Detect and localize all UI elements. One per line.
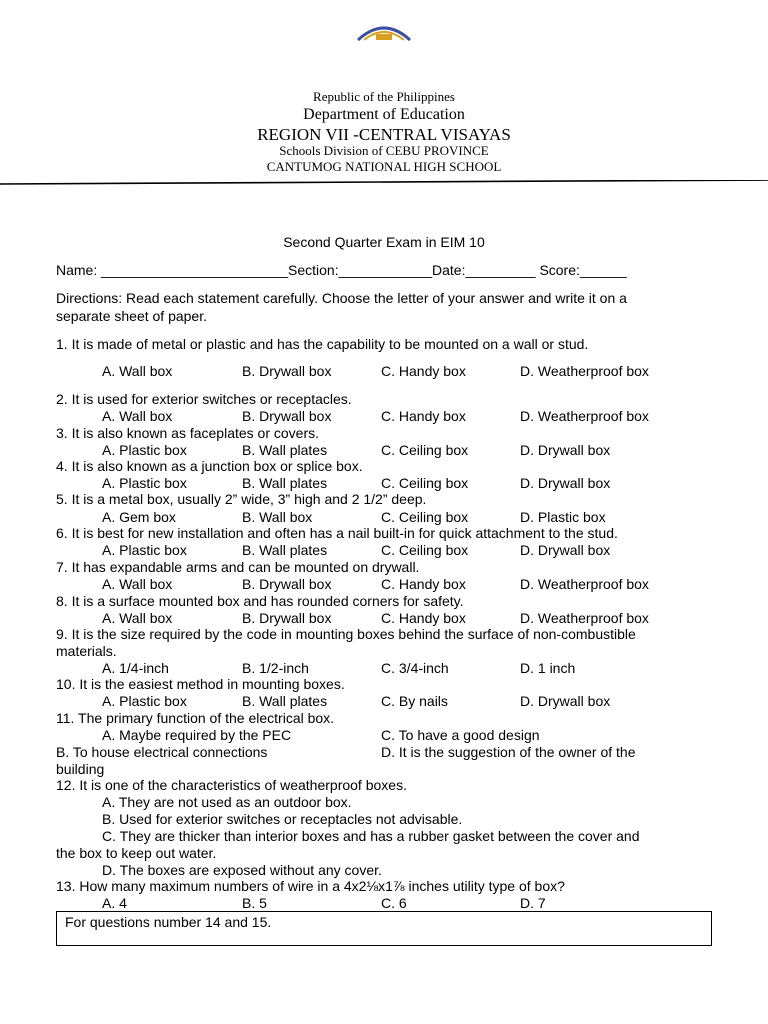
question-3: 3. It is also known as faceplates or covers. <box>56 425 320 441</box>
name-line: Name: ________________________Section:____________Date:_________ Score:______ <box>56 262 627 278</box>
division-label: Schools Division of CEBU PROVINCE <box>279 143 489 158</box>
q13-option-b: B. 5 <box>242 895 267 911</box>
q12-option-c-continued: the box to keep out water. <box>56 845 217 861</box>
q4-option-c: C. Ceiling box <box>381 475 469 491</box>
question-10: 10. It is the easiest method in mounting boxes. <box>56 676 345 692</box>
q8-option-d: D. Weatherproof box <box>520 610 649 626</box>
q2-option-b: B. Drywall box <box>242 408 332 424</box>
q8-option-c: C. Handy box <box>381 610 466 626</box>
q10-option-d: D. Drywall box <box>520 693 611 709</box>
exam-title: Second Quarter Exam in EIM 10 <box>283 234 485 250</box>
q11-option-a: A. Maybe required by the PEC <box>102 727 292 743</box>
q1-option-c: C. Handy box <box>381 363 466 379</box>
q12-option-a: A. They are not used as an outdoor box. <box>102 794 352 810</box>
question-5: 5. It is a metal box, usually 2” wide, 3” high and 2 1/2” deep. <box>56 491 427 507</box>
question-2: 2. It is used for exterior switches or receptacles. <box>56 391 352 407</box>
q12-option-d: D. The boxes are exposed without any cover. <box>102 862 382 878</box>
q11-option-d-continued: building <box>56 761 105 777</box>
q4-option-a: A. Plastic box <box>102 475 187 491</box>
q5-option-c: C. Ceiling box <box>381 509 469 525</box>
directions-line-1: Directions: Read each statement carefully. Choose the letter of your answer and write it on a <box>56 290 627 306</box>
school-label: CANTUMOG NATIONAL HIGH SCHOOL <box>266 159 502 174</box>
q9-option-b: B. 1/2-inch <box>242 660 309 676</box>
q7-option-a: A. Wall box <box>102 576 173 592</box>
q8-option-b: B. Drywall box <box>242 610 332 626</box>
q6-option-a: A. Plastic box <box>102 542 187 558</box>
q5-option-a: A. Gem box <box>102 509 176 525</box>
q9-option-a: A. 1/4-inch <box>102 660 169 676</box>
q7-option-b: B. Drywall box <box>242 576 332 592</box>
q2-option-a: A. Wall box <box>102 408 173 424</box>
question-13: 13. How many maximum numbers of wire in a 4x2⅛x1⅞ inches utility type of box? <box>56 878 565 894</box>
q10-option-b: B. Wall plates <box>242 693 328 709</box>
republic-label: Republic of the Philippines <box>313 89 455 104</box>
q12-option-b: B. Used for exterior switches or receptacles not advisable. <box>102 811 463 827</box>
q8-option-a: A. Wall box <box>102 610 173 626</box>
q3-option-c: C. Ceiling box <box>381 442 469 458</box>
q11-option-b: B. To house electrical connections <box>56 744 268 760</box>
q10-option-a: A. Plastic box <box>102 693 187 709</box>
region-label: REGION VII -CENTRAL VISAYAS <box>257 125 511 144</box>
q4-option-d: D. Drywall box <box>520 475 611 491</box>
question-11: 11. The primary function of the electrical box. <box>56 710 335 726</box>
directions-line-2: separate sheet of paper. <box>56 308 207 324</box>
q6-option-b: B. Wall plates <box>242 542 328 558</box>
question-12: 12. It is one of the characteristics of weatherproof boxes. <box>56 777 407 793</box>
department-label: Department of Education <box>303 106 465 123</box>
box-note: For questions number 14 and 15. <box>65 914 272 930</box>
question-4: 4. It is also known as a junction box or splice box. <box>56 458 363 474</box>
q5-option-d: D. Plastic box <box>520 509 606 525</box>
q11-option-c: C. To have a good design <box>381 727 540 743</box>
question-6: 6. It is best for new installation and often has a nail built-in for quick attachment to the stud. <box>56 525 618 541</box>
q4-option-b: B. Wall plates <box>242 475 328 491</box>
q2-option-d: D. Weatherproof box <box>520 408 649 424</box>
q2-option-c: C. Handy box <box>381 408 466 424</box>
q9-option-d: D. 1 inch <box>520 660 576 676</box>
q6-option-c: C. Ceiling box <box>381 542 469 558</box>
q1-option-d: D. Weatherproof box <box>520 363 649 379</box>
q13-option-d: D. 7 <box>520 895 546 911</box>
header-divider <box>0 180 768 190</box>
questions-14-15-box <box>56 911 712 946</box>
question-9-line-1: 9. It is the size required by the code in mounting boxes behind the surface of non-combustible <box>56 626 636 642</box>
question-9-line-2: materials. <box>56 643 117 659</box>
q11-option-d: D. It is the suggestion of the owner of the <box>381 744 636 760</box>
q9-option-c: C. 3/4-inch <box>381 660 449 676</box>
q1-option-a: A. Wall box <box>102 363 173 379</box>
q7-option-d: D. Weatherproof box <box>520 576 649 592</box>
q3-option-a: A. Plastic box <box>102 442 187 458</box>
q5-option-b: B. Wall box <box>242 509 313 525</box>
question-7: 7. It has expandable arms and can be mounted on drywall. <box>56 559 420 575</box>
q1-option-b: B. Drywall box <box>242 363 332 379</box>
q3-option-b: B. Wall plates <box>242 442 328 458</box>
q12-option-c: C. They are thicker than interior boxes and has a rubber gasket between the cover and <box>102 828 640 844</box>
deped-seal-logo <box>354 22 414 42</box>
q10-option-c: C. By nails <box>381 693 448 709</box>
q7-option-c: C. Handy box <box>381 576 466 592</box>
q13-option-a: A. 4 <box>102 895 127 911</box>
question-1: 1. It is made of metal or plastic and has the capability to be mounted on a wall or stud. <box>56 336 589 352</box>
q3-option-d: D. Drywall box <box>520 442 611 458</box>
q6-option-d: D. Drywall box <box>520 542 611 558</box>
q13-option-c: C. 6 <box>381 895 407 911</box>
question-8: 8. It is a surface mounted box and has rounded corners for safety. <box>56 593 464 609</box>
